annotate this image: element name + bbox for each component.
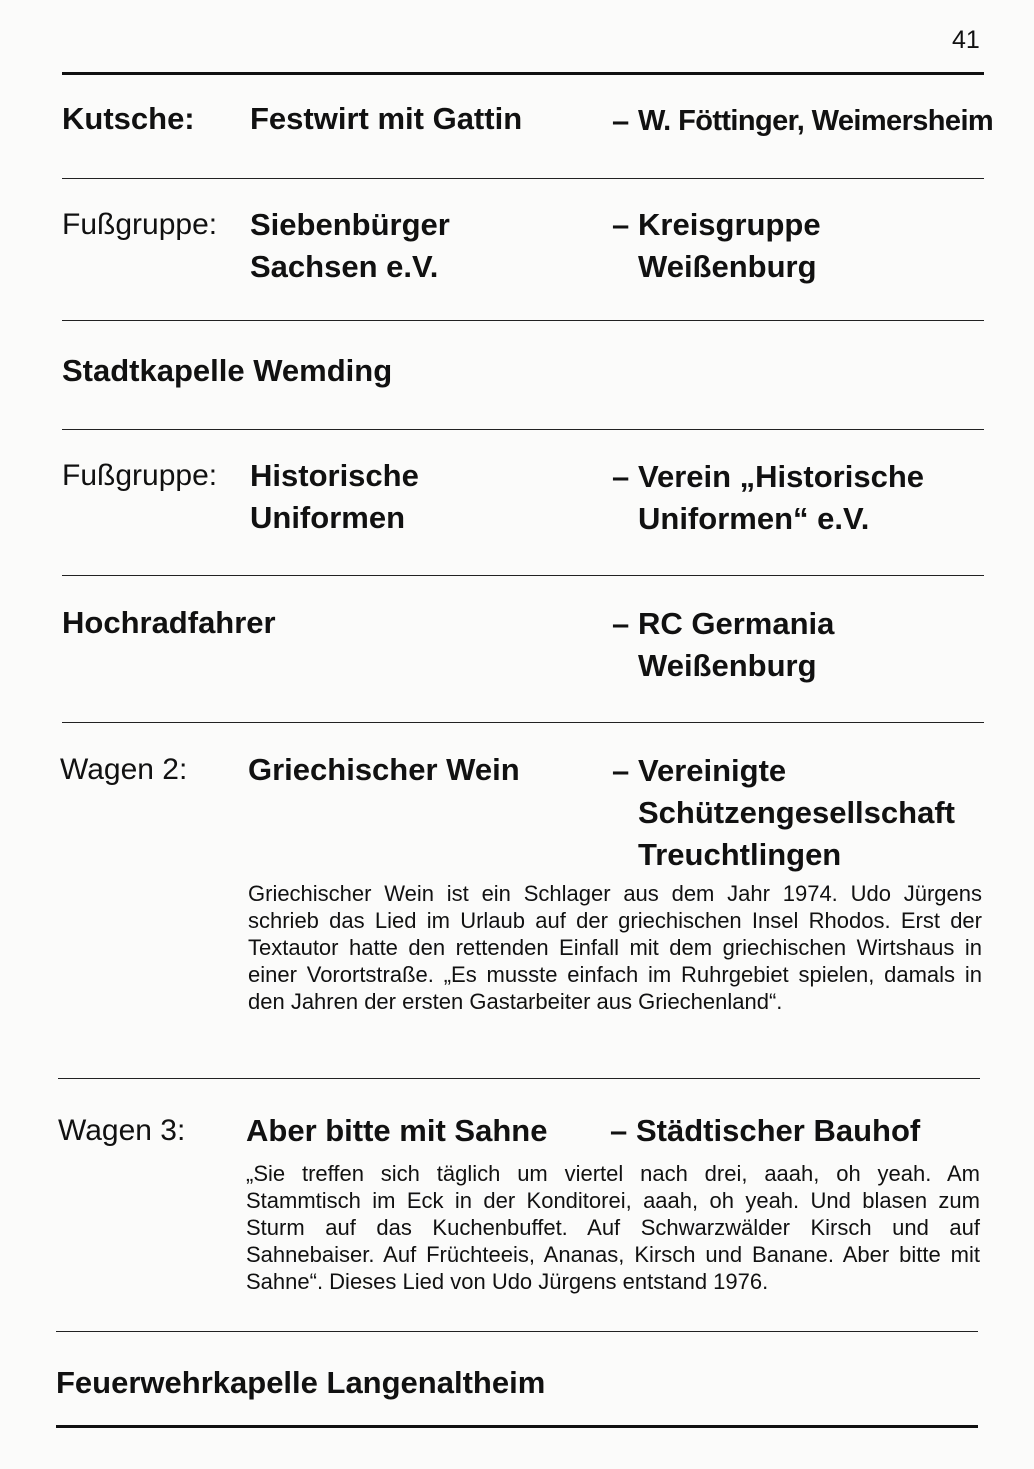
entry-title: [250, 204, 450, 288]
organizer-line: Verein „Historische: [638, 459, 925, 494]
organizer-dash: –: [612, 207, 630, 242]
organizer-dash: –: [612, 753, 630, 788]
organizer-line: Weißenburg: [638, 648, 817, 683]
separator-rule: [56, 1331, 978, 1332]
entry-label: Fußgruppe:: [62, 208, 218, 241]
organizer-dash: –: [610, 1113, 628, 1148]
entry-description: Griechischer Wein ist ein Schlager aus dem Jahr 1974. Udo Jürgens schrieb das Lied im Urlaub auf der griechischen Insel Rhodos. Erst der Textautor hatte den rettenden Einfall mit dem griechischen Wirtshaus in einer Vorortstraße. „Es musste einfach im Ruhrgebiet spielen, damals in den Jahren der ersten Gastarbeiter aus Griechenland“.: [248, 881, 982, 1014]
entry-title: Griechischer Wein: [248, 752, 520, 787]
entry-description: „Sie treffen sich täglich um viertel nach drei, aaah, oh yeah. Am Stammtisch im Eck in der Konditorei, aaah, oh yeah. Und blasen zum Sturm auf das Kuchenbuffet. Auf Schwarzwälder Kirsch und auf Sahnebaiser. Auf Früchteeis, Ananas, Kirsch und Banane. Aber bitte mit Sahne“. Dieses Lied von Udo Jürgens entstand 1976.: [246, 1161, 980, 1294]
organizer-line: Kreisgruppe: [638, 207, 821, 242]
organizer-line: RC Germania: [638, 606, 835, 641]
organizer-line: Schützengesellschaft: [638, 795, 955, 830]
top-rule: [62, 72, 984, 75]
entry-title: [250, 455, 419, 539]
organizer-name: W. Föttinger, Weimersheim: [638, 105, 994, 137]
organizer-name: Städtischer Bauhof: [636, 1113, 921, 1148]
organizer-line: Treuchtlingen: [638, 837, 842, 872]
separator-rule: [62, 320, 984, 321]
title-line: Historische: [250, 458, 419, 493]
entry-title: Aber bitte mit Sahne: [246, 1113, 548, 1148]
organizer-line: Uniformen“ e.V.: [638, 501, 870, 536]
title-line: Siebenbürger: [250, 207, 450, 242]
entry-label: Wagen 3:: [58, 1114, 186, 1147]
separator-rule: [58, 1078, 980, 1079]
entry-organizer: [612, 603, 834, 687]
separator-rule: [62, 429, 984, 430]
entry-organizer: [610, 1110, 920, 1152]
entry-label: Kutsche:: [62, 101, 195, 136]
separator-rule: [62, 178, 984, 179]
organizer-dash: –: [612, 103, 630, 138]
organizer-line: Weißenburg: [638, 249, 817, 284]
entry-organizer: [612, 456, 924, 540]
organizer-dash: –: [612, 459, 630, 494]
entry-organizer: [612, 750, 955, 876]
entry-label: Wagen 2:: [60, 753, 188, 786]
entry-title: Feuerwehrkapelle Langenaltheim: [56, 1365, 546, 1400]
entry-label: Fußgruppe:: [62, 459, 218, 492]
separator-rule: [62, 722, 984, 723]
title-line: Sachsen e.V.: [250, 249, 439, 284]
organizer-dash: –: [612, 606, 630, 641]
entry-organizer: [612, 100, 993, 142]
bottom-rule: [56, 1425, 978, 1428]
entry-title: Stadtkapelle Wemding: [62, 353, 393, 388]
entry-title: Festwirt mit Gattin: [250, 101, 523, 136]
entry-title: Hochradfahrer: [62, 605, 276, 640]
title-line: Uniformen: [250, 500, 405, 535]
entry-organizer: [612, 204, 821, 288]
separator-rule: [62, 575, 984, 576]
page-number: 41: [952, 26, 980, 54]
organizer-line: Vereinigte: [638, 753, 787, 788]
